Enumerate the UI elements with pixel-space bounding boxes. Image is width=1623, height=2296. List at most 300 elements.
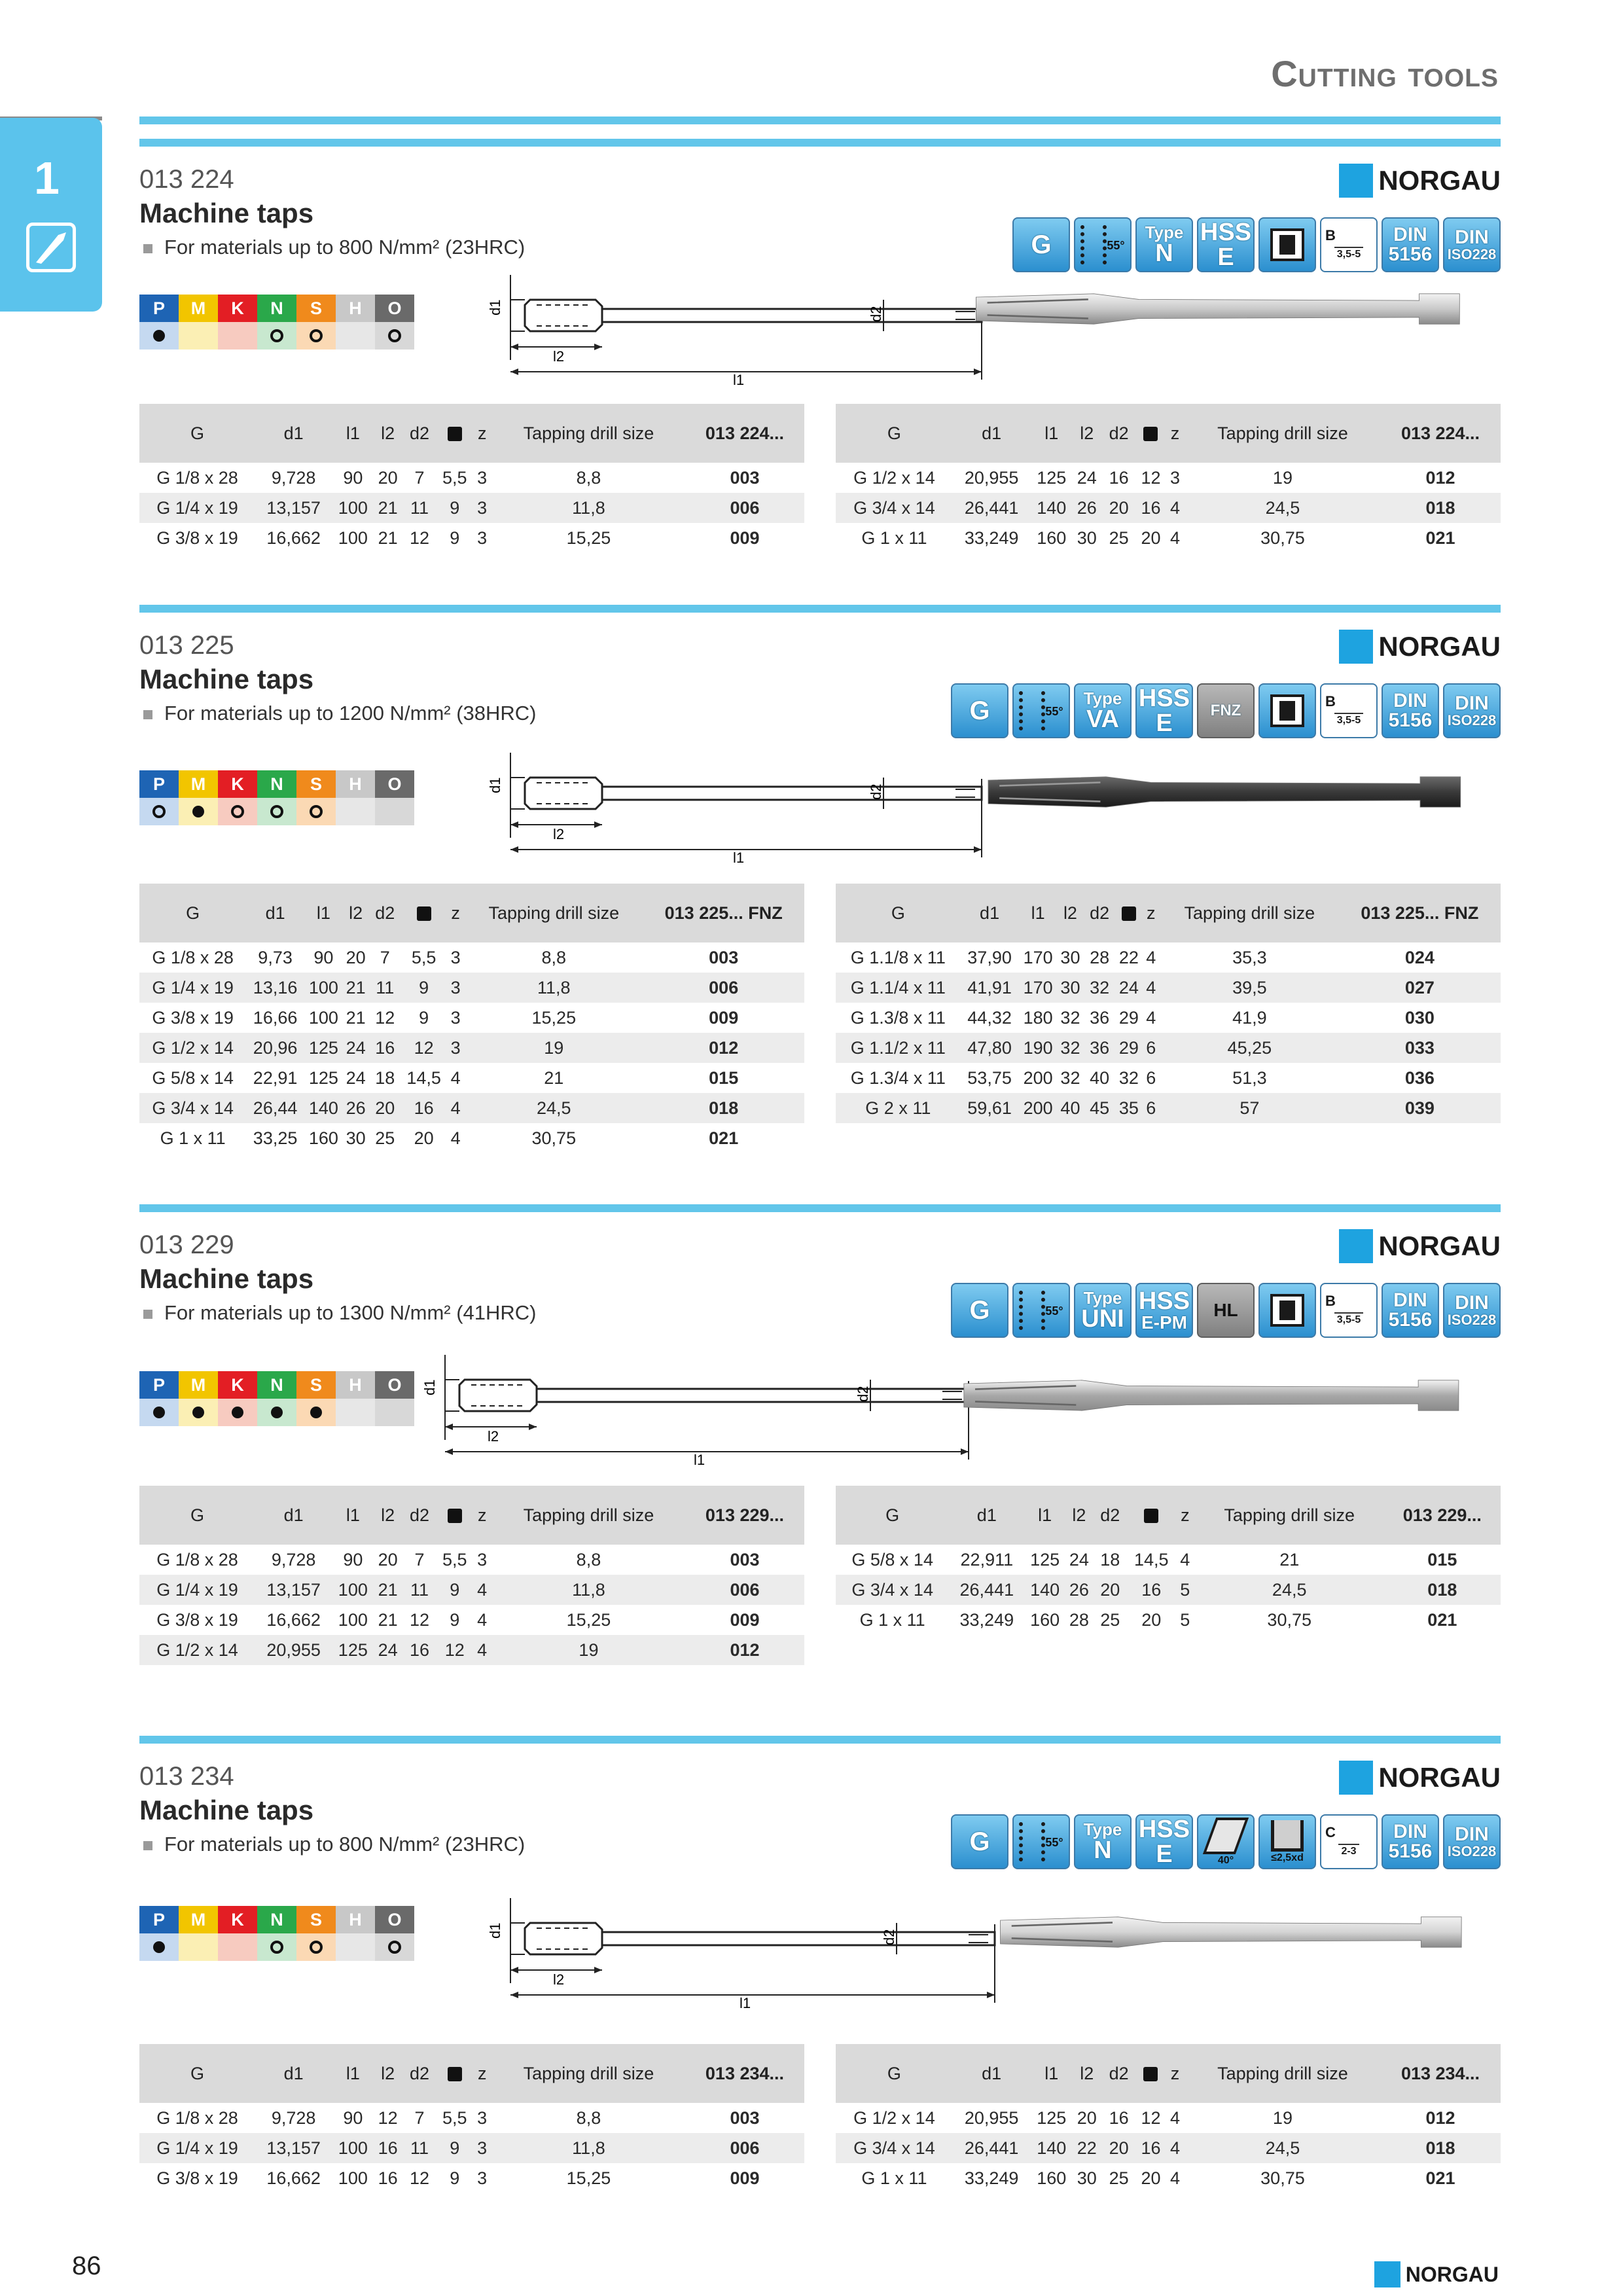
table-cell: 13,157 <box>255 1575 332 1605</box>
table-cell: G 5/8 x 14 <box>851 1549 933 1570</box>
product-description: For materials up to 800 N/mm² (23HRC) <box>143 1833 525 1856</box>
material-cell <box>139 1933 179 1961</box>
dimension-table-right <box>836 404 1501 553</box>
table-header-cell: l1 <box>304 884 343 942</box>
table-row <box>836 1033 1501 1063</box>
table-cell: 33,249 <box>964 2168 1019 2188</box>
material-h-label: H <box>336 770 375 798</box>
table-cell: 32 <box>1083 973 1116 1003</box>
table-cell: 3 <box>472 2133 492 2163</box>
table-cell: 4 <box>472 1635 492 1665</box>
article-number: 013 224 <box>139 165 234 194</box>
table-cell: 6 <box>1142 1033 1160 1063</box>
spiral-flute-icon: 40° <box>1197 1814 1255 1869</box>
article-code-cell[interactable]: 009 <box>730 2168 760 2188</box>
table-row <box>836 1545 1501 1575</box>
article-code-cell[interactable]: 021 <box>709 1128 739 1148</box>
table-cell: 9 <box>450 1609 460 1630</box>
table-cell: 33,249 <box>959 1609 1014 1630</box>
table-cell: G 1 x 11 <box>861 2168 927 2188</box>
dimension-table-left <box>139 884 804 1153</box>
article-code-cell[interactable]: 021 <box>1425 2168 1455 2188</box>
article-code-cell[interactable]: 009 <box>730 1609 760 1630</box>
table-row <box>836 1093 1501 1123</box>
table-cell: 3 <box>477 2108 488 2128</box>
table-row <box>139 942 804 973</box>
table-cell: 30 <box>346 1128 366 1148</box>
table-cell: G 1/8 x 28 <box>156 2108 238 2128</box>
table-row <box>836 2103 1501 2133</box>
din-5156-icon: DIN 5156 <box>1382 1814 1439 1869</box>
table-cell: 24 <box>1069 1549 1089 1570</box>
tap-product-photo <box>955 1912 1505 1952</box>
article-code-cell[interactable]: 003 <box>730 1549 760 1570</box>
table-cell: 24 <box>1077 467 1097 488</box>
article-code-cell[interactable]: 039 <box>1339 1093 1501 1123</box>
table-cell: 3 <box>446 973 465 1003</box>
table-row <box>836 1605 1501 1635</box>
article-code-cell[interactable]: 015 <box>1427 1549 1457 1570</box>
table-cell: 200 <box>1018 1093 1057 1123</box>
table-cell: 160 <box>1037 2168 1067 2188</box>
table-cell: 9 <box>437 2133 472 2163</box>
table-cell: 9 <box>450 2168 460 2188</box>
feature-icons <box>951 1814 1501 1869</box>
table-cell: 9,728 <box>271 467 316 488</box>
table-cell: 12 <box>401 1033 446 1063</box>
table-cell: G 1.3/8 x 11 <box>850 1007 946 1028</box>
table-cell: 9 <box>401 973 446 1003</box>
article-code-cell[interactable]: 012 <box>1425 467 1455 488</box>
brand-logo-square <box>1339 1229 1373 1263</box>
table-cell: 13,157 <box>255 2133 332 2163</box>
table-cell: 51,3 <box>1232 1067 1267 1088</box>
table-cell: 21 <box>1279 1549 1300 1570</box>
feature-icons <box>1012 217 1501 272</box>
table-header-cell: l2 <box>1058 884 1083 942</box>
tap-type-icon: Type VA <box>1074 683 1132 738</box>
suitable-dot <box>153 1941 165 1953</box>
material-cell <box>296 798 336 825</box>
table-cell: 15,25 <box>531 1007 577 1028</box>
material-k-label: K <box>218 770 257 798</box>
table-cell: 100 <box>338 1609 368 1630</box>
table-cell: 4 <box>450 1067 461 1088</box>
square-size-header <box>437 404 472 463</box>
table-cell: 160 <box>1030 1609 1060 1630</box>
suitable-dot <box>153 330 165 342</box>
table-cell: 190 <box>1018 1033 1057 1063</box>
table-cell: 47,80 <box>961 1033 1019 1063</box>
hole-glyph <box>1270 1294 1304 1327</box>
table-row <box>836 463 1501 493</box>
article-code-cell[interactable]: 027 <box>1339 973 1501 1003</box>
table-cell: 100 <box>304 973 343 1003</box>
table-row <box>139 1545 804 1575</box>
table-header-row <box>139 404 804 463</box>
article-code-cell[interactable]: 012 <box>643 1033 804 1063</box>
product-title: Machine taps <box>139 198 314 228</box>
material-h-label: H <box>336 1371 375 1399</box>
table-header-cell: z <box>1165 404 1185 463</box>
table-cell: 16 <box>378 2168 398 2188</box>
table-cell: 11,8 <box>492 2133 685 2163</box>
material-m-label: M <box>179 770 218 798</box>
table-cell: 25 <box>1109 528 1129 548</box>
feature-icons <box>951 1283 1501 1338</box>
table-header-cell: d1 <box>255 1486 332 1545</box>
table-header-cell: G <box>836 2044 953 2103</box>
table-cell: 24 <box>1116 973 1141 1003</box>
table-cell: G 1/4 x 19 <box>139 973 246 1003</box>
thread-profile-icon: 55° <box>1012 1283 1070 1338</box>
table-cell: 39,5 <box>1160 973 1339 1003</box>
table-cell: 30,75 <box>1260 2168 1305 2188</box>
table-header-cell: l1 <box>1030 2044 1073 2103</box>
material-cell <box>375 798 414 825</box>
article-code-cell[interactable]: 024 <box>1404 947 1435 967</box>
table-cell: 5,5 <box>411 947 437 967</box>
material-k-label: K <box>218 295 257 322</box>
table-cell: 3 <box>446 1033 465 1063</box>
table-cell: 20 <box>1093 1575 1128 1605</box>
table-cell: 30 <box>1060 947 1080 967</box>
table-cell: 4 <box>1146 1007 1156 1028</box>
table-header-cell: d1 <box>255 2044 332 2103</box>
table-cell: 13,157 <box>255 493 332 523</box>
table-cell: 20 <box>368 1093 401 1123</box>
tap-type-icon: Type N <box>1135 217 1193 272</box>
table-cell: 100 <box>332 2133 374 2163</box>
material-cell <box>139 1399 179 1426</box>
material-p-label: P <box>139 1906 179 1933</box>
partially-suitable-ring <box>388 329 401 342</box>
thread-g-icon: G <box>1012 217 1070 272</box>
table-cell: 5 <box>1175 1575 1195 1605</box>
table-cell: 45 <box>1083 1093 1116 1123</box>
table-row <box>836 1063 1501 1093</box>
table-cell: 8,8 <box>576 1549 601 1570</box>
dimension-table-right <box>836 884 1501 1123</box>
material-o-label: O <box>375 295 414 322</box>
d1-label: d1 <box>487 777 503 793</box>
table-row <box>139 493 804 523</box>
section-rule <box>139 1736 1501 1744</box>
material-o-label: O <box>375 1906 414 1933</box>
din-iso228-icon: DIN ISO228 <box>1443 217 1501 272</box>
table-row <box>139 1063 804 1093</box>
dimension-table-left <box>139 1486 804 1665</box>
chamfer-form-b-icon: B 3,5-5 <box>1320 1283 1378 1338</box>
l1-label: l1 <box>733 850 745 864</box>
thread-glyph <box>1019 1822 1045 1861</box>
material-cell <box>296 1933 336 1961</box>
table-cell: 125 <box>1030 1549 1060 1570</box>
material-n-label: N <box>257 1906 296 1933</box>
article-code-cell[interactable]: 018 <box>1380 493 1501 523</box>
dimension-table-right <box>836 1486 1501 1635</box>
article-code-cell[interactable]: 003 <box>730 467 760 488</box>
table-cell: 12 <box>375 1007 395 1028</box>
table-cell: 13,16 <box>246 973 304 1003</box>
table-header-cell: z <box>1165 2044 1185 2103</box>
section-rule <box>139 605 1501 613</box>
table-cell: 90 <box>343 2108 363 2128</box>
table-cell: G 1.1/8 x 11 <box>850 947 946 967</box>
article-code-cell[interactable]: 018 <box>643 1093 804 1123</box>
table-header-cell: Tapping drill size <box>465 884 643 942</box>
partially-suitable-ring <box>310 329 323 342</box>
article-code-cell[interactable]: 006 <box>643 973 804 1003</box>
table-cell: 19 <box>492 1635 685 1665</box>
table-cell: 30 <box>1077 528 1097 548</box>
table-cell: 9,728 <box>271 1549 316 1570</box>
article-code-cell[interactable]: 009 <box>709 1007 739 1028</box>
thread-g-icon: G <box>951 683 1008 738</box>
through-hole-icon <box>1258 1283 1316 1338</box>
table-cell: 16 <box>374 2133 402 2163</box>
table-cell: G 1 x 11 <box>861 528 927 548</box>
l1-label: l1 <box>733 372 745 386</box>
table-header-cell: 013 229... <box>685 1486 804 1545</box>
square-size-header <box>1116 884 1141 942</box>
table-cell: G 1/8 x 28 <box>156 1549 238 1570</box>
table-header-cell: 013 225... FNZ <box>643 884 804 942</box>
table-cell: 180 <box>1023 1007 1053 1028</box>
section-brand <box>1339 1228 1501 1265</box>
article-code-cell[interactable]: 036 <box>1404 1067 1435 1088</box>
din-iso228-icon: DIN ISO228 <box>1443 1283 1501 1338</box>
thread-glyph <box>1019 691 1045 730</box>
table-header-cell: z <box>1175 1486 1195 1545</box>
dimension-table-left <box>139 2044 804 2193</box>
table-cell: 9,728 <box>271 2108 316 2128</box>
partially-suitable-ring <box>388 1941 401 1954</box>
table-header-cell: z <box>472 404 492 463</box>
l2-label: l2 <box>553 348 565 365</box>
article-code-cell[interactable]: 021 <box>1425 528 1455 548</box>
brand-name: NORGAU <box>1378 1762 1501 1793</box>
article-code-cell[interactable]: 006 <box>685 1575 804 1605</box>
table-cell: 9,73 <box>258 947 293 967</box>
table-cell: 8,8 <box>541 947 567 967</box>
article-code-cell[interactable]: 012 <box>685 1635 804 1665</box>
hss-material-icon: HSS E-PM <box>1135 1283 1193 1338</box>
product-description: For materials up to 1200 N/mm² (38HRC) <box>143 702 537 725</box>
table-row <box>139 1605 804 1635</box>
table-cell: G 1.1/4 x 11 <box>836 973 961 1003</box>
table-cell: 26 <box>1065 1575 1093 1605</box>
article-code-cell[interactable]: 003 <box>730 2108 760 2128</box>
table-row <box>836 973 1501 1003</box>
table-cell: 26 <box>1073 493 1101 523</box>
article-code-cell[interactable]: 006 <box>685 493 804 523</box>
table-cell: 15,25 <box>566 528 611 548</box>
table-cell: 90 <box>313 947 334 967</box>
din-iso228-icon: DIN ISO228 <box>1443 683 1501 738</box>
section-brand <box>1339 162 1501 199</box>
material-cell <box>257 322 296 350</box>
hss-material-icon: HSS E <box>1197 217 1255 272</box>
tap-product-photo <box>916 1376 1505 1415</box>
table-cell: 20,96 <box>246 1033 304 1063</box>
article-code-cell[interactable]: 006 <box>685 2133 804 2163</box>
table-header-cell: d2 <box>1093 1486 1128 1545</box>
table-header-cell: Tapping drill size <box>492 404 685 463</box>
table-header-cell: l2 <box>374 2044 402 2103</box>
dimension-table-left <box>139 404 804 553</box>
table-cell: G 5/8 x 14 <box>152 1067 234 1088</box>
table-cell: 20 <box>346 947 366 967</box>
table-cell: 100 <box>308 1007 338 1028</box>
table-cell: 3 <box>1169 467 1180 488</box>
table-header-cell: z <box>446 884 465 942</box>
table-cell: 100 <box>338 528 368 548</box>
table-cell: 4 <box>1165 2133 1185 2163</box>
table-row <box>836 1575 1501 1605</box>
d1-label: d1 <box>487 299 503 315</box>
material-cell <box>296 1399 336 1426</box>
material-s-label: S <box>296 770 336 798</box>
article-code-cell[interactable]: 030 <box>1404 1007 1435 1028</box>
table-cell: G 2 x 11 <box>836 1093 961 1123</box>
thread-glyph <box>1080 225 1107 264</box>
table-header-cell: l1 <box>1018 884 1057 942</box>
material-cell <box>375 1933 414 1961</box>
blind-hole-icon: ≤2,5xd <box>1258 1814 1316 1869</box>
thread-glyph <box>1019 1291 1045 1330</box>
table-header-cell: 013 225... FNZ <box>1339 884 1501 942</box>
article-code-cell[interactable]: 009 <box>730 528 760 548</box>
square-icon <box>448 2067 462 2081</box>
product-title: Machine taps <box>139 664 314 694</box>
chapter-tab[interactable] <box>0 118 102 312</box>
material-grid <box>139 1371 414 1426</box>
table-cell: 24,5 <box>465 1093 643 1123</box>
table-cell: 30,75 <box>1260 528 1305 548</box>
table-cell: 4 <box>1142 973 1160 1003</box>
table-cell: 4 <box>446 1093 465 1123</box>
table-cell: 21 <box>346 1007 366 1028</box>
table-header-row <box>139 1486 804 1545</box>
table-cell: G 1/4 x 19 <box>139 1575 255 1605</box>
table-cell: 15,25 <box>566 2168 611 2188</box>
material-cell <box>296 322 336 350</box>
material-cell <box>336 1933 375 1961</box>
square-size-header <box>437 1486 472 1545</box>
material-cell <box>336 1399 375 1426</box>
table-cell: 7 <box>414 1549 425 1570</box>
table-header-cell: l2 <box>1065 1486 1093 1545</box>
table-cell: G 1/2 x 14 <box>139 1033 246 1063</box>
table-cell: 4 <box>450 1128 461 1148</box>
table-header-cell: d1 <box>953 404 1031 463</box>
table-cell: 29 <box>1116 1033 1141 1063</box>
article-code-cell[interactable]: 018 <box>1380 2133 1501 2163</box>
d1-label: d1 <box>421 1379 438 1395</box>
material-cell <box>179 1399 218 1426</box>
table-cell: 7 <box>414 467 425 488</box>
table-cell: 26,441 <box>953 2133 1031 2163</box>
l2-label: l2 <box>553 1971 565 1988</box>
table-cell: 32 <box>1058 1033 1083 1063</box>
brand-logo-square <box>1339 1761 1373 1795</box>
table-cell: 3 <box>450 1007 461 1028</box>
table-cell: 16 <box>1128 1575 1175 1605</box>
table-header-cell: l2 <box>343 884 368 942</box>
table-cell: 140 <box>1030 2133 1073 2163</box>
table-row <box>836 523 1501 553</box>
table-cell: 24 <box>343 1033 368 1063</box>
article-code-cell[interactable]: 018 <box>1384 1575 1501 1605</box>
partially-suitable-ring <box>310 805 323 818</box>
square-icon <box>417 906 431 921</box>
brand-logo-square <box>1339 164 1373 198</box>
article-code-cell[interactable]: 012 <box>1425 2108 1455 2128</box>
table-cell: 4 <box>1169 528 1180 548</box>
partially-suitable-ring <box>270 329 283 342</box>
table-row <box>139 2163 804 2193</box>
suitable-dot <box>192 1407 204 1418</box>
table-header-cell: G <box>139 1486 255 1545</box>
chamfer-form-b-icon: B 3,5-5 <box>1320 683 1378 738</box>
table-cell: 12 <box>1141 2108 1161 2128</box>
table-cell: 33,25 <box>253 1128 298 1148</box>
table-cell: 20 <box>378 1549 398 1570</box>
table-row <box>139 1093 804 1123</box>
table-cell: 21 <box>378 1609 398 1630</box>
table-cell: 59,61 <box>961 1093 1019 1123</box>
table-cell: 36 <box>1083 1033 1116 1063</box>
table-cell: 100 <box>332 493 374 523</box>
article-code-cell[interactable]: 033 <box>1339 1033 1501 1063</box>
material-n-label: N <box>257 1371 296 1399</box>
square-icon <box>1144 1509 1158 1523</box>
table-cell: 100 <box>338 2168 368 2188</box>
table-cell: 16 <box>1109 2108 1129 2128</box>
section-rule <box>139 1204 1501 1212</box>
table-cell: 3 <box>472 493 492 523</box>
table-cell: G 1/8 x 28 <box>156 467 238 488</box>
table-cell: G 3/4 x 14 <box>836 493 953 523</box>
article-code-cell[interactable]: 021 <box>1427 1609 1457 1630</box>
table-cell: 12 <box>410 2168 430 2188</box>
table-header-cell: 013 229... <box>1384 1486 1501 1545</box>
partially-suitable-ring <box>270 1941 283 1954</box>
product-section <box>139 1736 1501 1867</box>
l1-label: l1 <box>694 1452 705 1466</box>
tap-technical-drawing <box>484 1885 1034 2009</box>
brand-logo-square <box>1374 2261 1400 2287</box>
table-cell: 20 <box>1141 528 1161 548</box>
table-cell: 36 <box>1090 1007 1110 1028</box>
material-h-label: H <box>336 295 375 322</box>
table-cell: 16 <box>1137 493 1165 523</box>
material-grid <box>139 770 414 825</box>
table-cell: 22 <box>1118 947 1139 967</box>
brand-name: NORGAU <box>1405 2262 1499 2286</box>
article-code-cell[interactable]: 015 <box>709 1067 739 1088</box>
table-cell: G 3/4 x 14 <box>836 2133 953 2163</box>
table-cell: 9 <box>437 493 472 523</box>
table-header-cell: G <box>836 404 953 463</box>
table-cell: 21 <box>374 1575 402 1605</box>
product-section <box>139 605 1501 736</box>
article-code-cell[interactable]: 003 <box>709 947 739 967</box>
suitable-dot <box>271 1407 283 1418</box>
table-cell: 32 <box>1060 1067 1080 1088</box>
l2-label: l2 <box>553 826 565 842</box>
